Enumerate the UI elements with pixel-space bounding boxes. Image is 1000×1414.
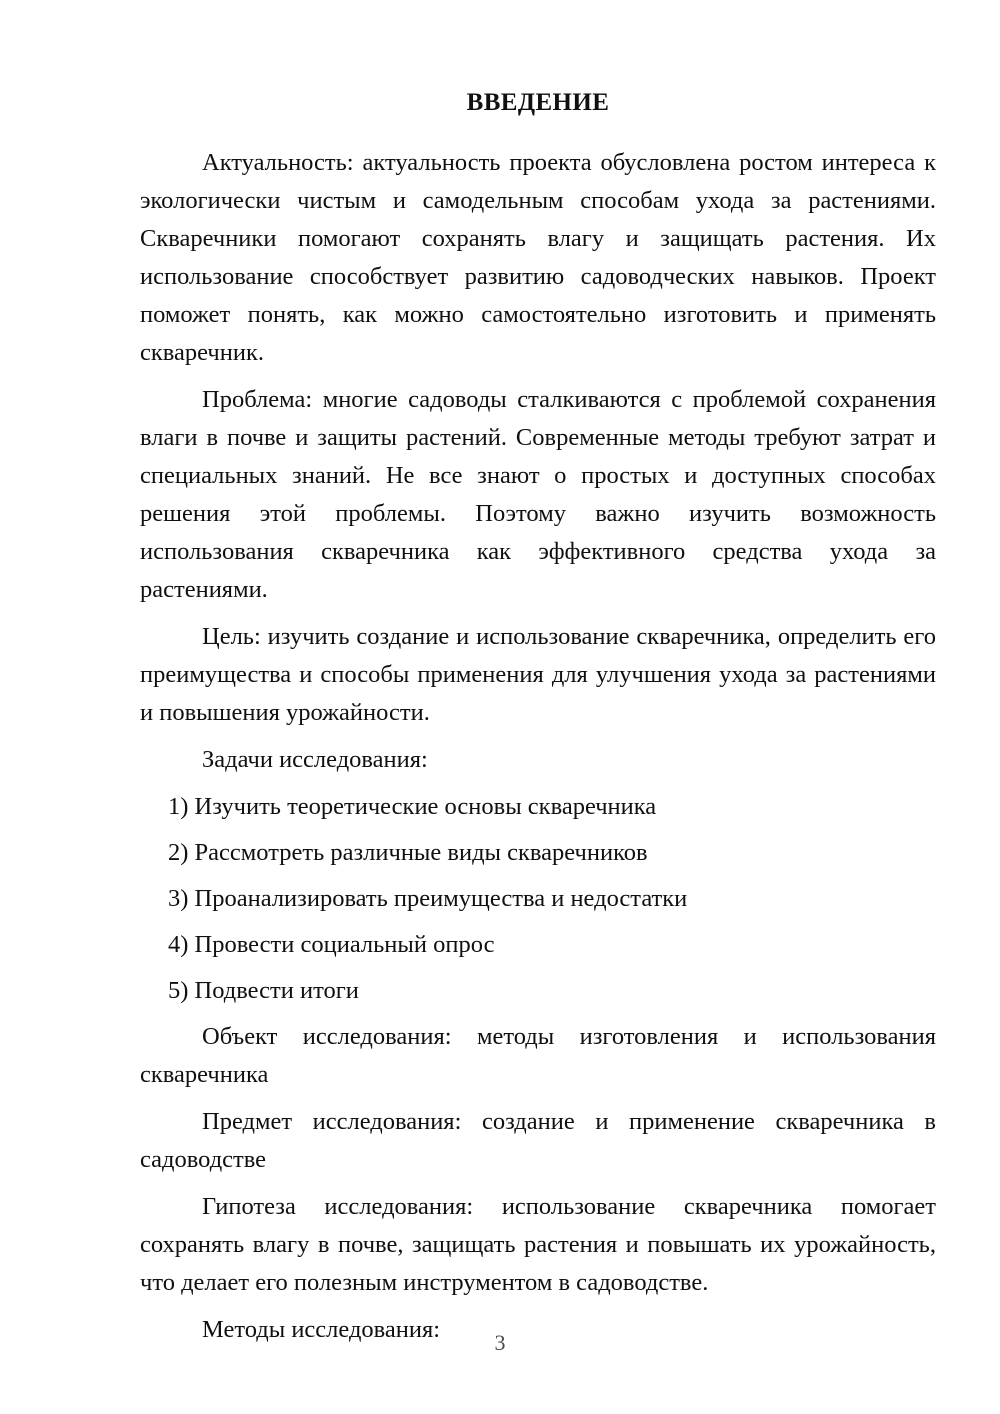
list-item bbox=[140, 972, 936, 1010]
paragraph-relevance: Актуальность: актуальность проекта обусловлена ростом интереса к экологически чистым и самодельным способам ухода за растениями. Скваречники помогают сохранять влагу и защищать растения. Их использование способствует развитию садоводческих навыков. Проект поможет понять, как можно самостоятельно изготовить и применять скваречник. bbox=[140, 149, 936, 366]
paragraph-subject: Предмет исследования: создание и применение скваречника в садоводстве bbox=[140, 1108, 936, 1173]
list-item-marker: 1) bbox=[168, 793, 195, 820]
list-item-marker: 4) bbox=[168, 931, 195, 958]
list-item bbox=[140, 926, 936, 964]
list-item bbox=[140, 880, 936, 918]
list-item-label: Подвести итоги bbox=[194, 977, 359, 1004]
list-item bbox=[140, 788, 936, 826]
methods-heading: Методы исследования: bbox=[202, 1316, 441, 1343]
list-item-marker: 3) bbox=[168, 885, 195, 912]
page-number: 3 bbox=[494, 1330, 506, 1355]
paragraph-goal: Цель: изучить создание и использование скваречника, определить его преимущества и способы применения для улучшения ухода за растениями и повышения урожайности. bbox=[140, 623, 936, 726]
page-title: ВВЕДЕНИЕ bbox=[466, 89, 610, 116]
paragraph-problem: Проблема: многие садоводы сталкиваются с проблемой сохранения влаги в почве и защиты растений. Современные методы требуют затрат и специальных знаний. Не все знают о простых и доступных способах решения этой проблемы. Поэтому важно изучить возможность использования скваречника как эффективного средства ухода за растениями. bbox=[140, 386, 936, 603]
list-item-label: Проанализировать преимущества и недостатки bbox=[194, 885, 688, 912]
page-content bbox=[140, 88, 936, 1358]
paragraph-object: Объект исследования: методы изготовления и использования скваречника bbox=[140, 1023, 936, 1088]
list-item-marker: 2) bbox=[168, 839, 195, 866]
tasks-heading: Задачи исследования: bbox=[202, 746, 428, 773]
tasks-list bbox=[140, 788, 936, 1010]
list-item-marker: 5) bbox=[168, 977, 195, 1004]
list-item-label: Изучить теоретические основы скваречника bbox=[194, 793, 657, 820]
list-item bbox=[140, 834, 936, 872]
list-item-label: Провести социальный опрос bbox=[194, 931, 495, 958]
list-item-label: Рассмотреть различные виды скваречников bbox=[194, 839, 648, 866]
paragraph-hypothesis: Гипотеза исследования: использование скваречника помогает сохранять влагу в почве, защищать растения и повышать их урожайность, что делает его полезным инструментом в садоводстве. bbox=[140, 1193, 936, 1296]
